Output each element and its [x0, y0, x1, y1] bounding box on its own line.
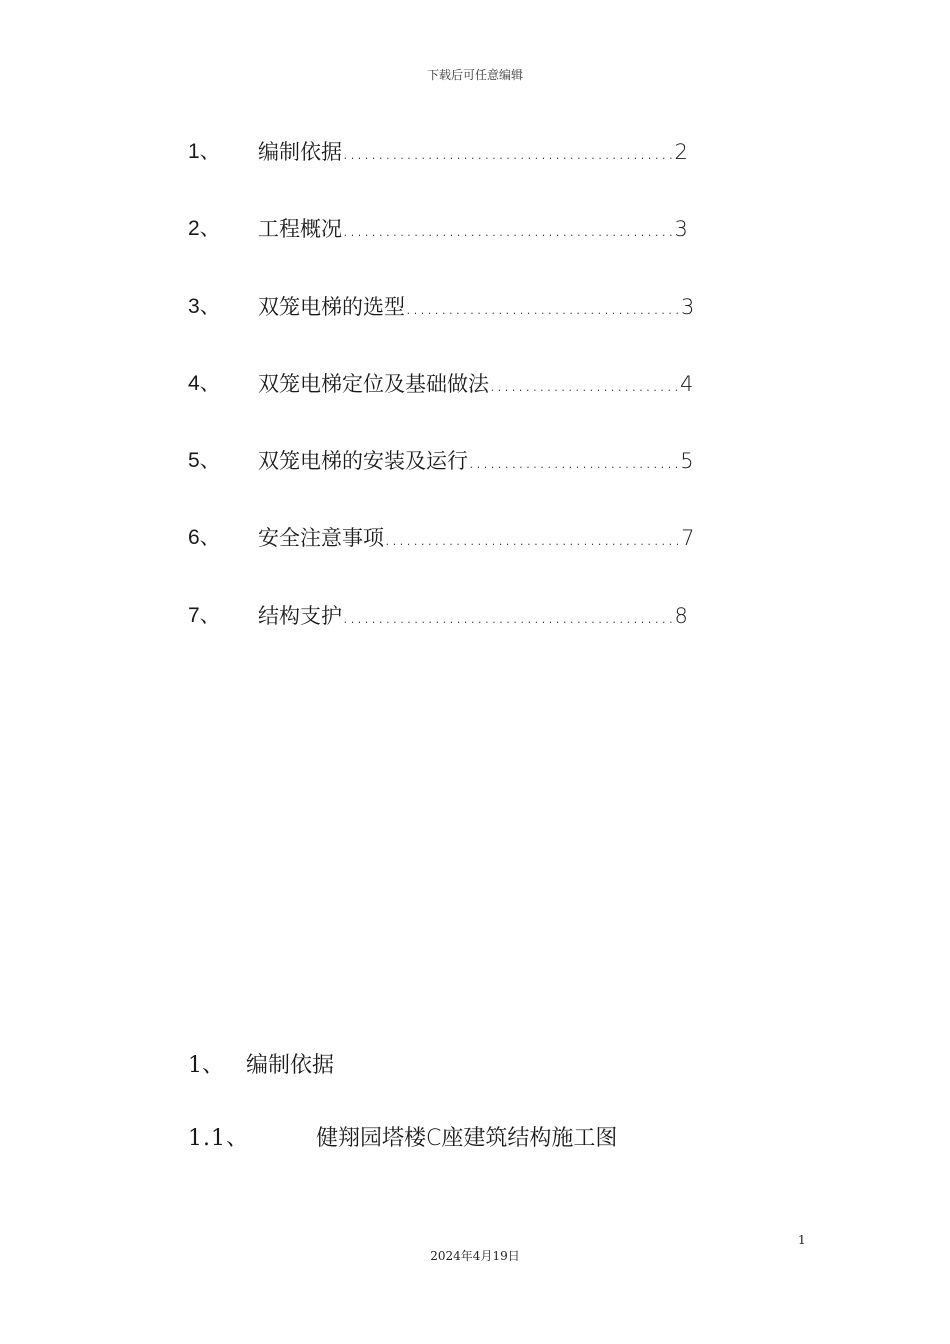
section-number: 1、 — [188, 1053, 224, 1078]
toc-number: 4、 — [188, 371, 221, 395]
toc-page-number: 7 — [681, 526, 695, 551]
subsection-title: 健翔园塔楼C座建筑结构施工图 — [316, 1126, 618, 1151]
section-heading — [188, 1048, 334, 1079]
toc-number: 5、 — [188, 449, 221, 473]
toc-title: 双笼电梯定位及基础做法 — [258, 371, 489, 396]
footer-date: 2024年4月19日 — [430, 1249, 520, 1263]
toc-number: 6、 — [188, 526, 221, 550]
toc-number: 3、 — [188, 294, 221, 318]
toc-page-number: 3 — [680, 294, 695, 319]
toc-leader-dots: ........................... — [489, 371, 681, 396]
toc-entry[interactable] — [188, 291, 748, 368]
page-header: 下载后可任意编辑 — [426, 68, 523, 82]
page-number: 1 — [798, 1233, 806, 1247]
toc-page-number: 8 — [674, 603, 688, 628]
toc-page-number: 3 — [674, 217, 688, 242]
toc-leader-dots: ............................................... — [342, 140, 675, 164]
section-title: 编制依据 — [246, 1053, 335, 1078]
toc-entry[interactable] — [188, 368, 748, 445]
toc-leader-dots: .............................. — [468, 449, 681, 474]
toc-leader-dots: ............................................... — [342, 217, 675, 242]
toc-leader-dots: .......................................... — [384, 526, 682, 551]
toc-title: 安全注意事项 — [258, 526, 384, 551]
toc-title: 双笼电梯的选型 — [258, 294, 405, 319]
toc-page-number: 4 — [680, 371, 694, 396]
toc-page-number: 5 — [680, 449, 694, 474]
toc-leader-dots: ....................................... — [405, 294, 681, 319]
toc-page-number: 2 — [674, 140, 688, 164]
toc-entry[interactable] — [188, 522, 748, 599]
toc-number: 2、 — [188, 217, 221, 241]
toc-title: 双笼电梯的安装及运行 — [258, 449, 468, 474]
toc-title: 结构支护 — [258, 603, 342, 628]
toc-entry[interactable] — [188, 445, 748, 522]
toc-entry[interactable] — [188, 213, 748, 290]
subsection-heading — [188, 1121, 617, 1152]
toc-entry[interactable] — [188, 136, 748, 213]
toc-title: 工程概况 — [258, 217, 342, 242]
subsection-number: 1.1、 — [188, 1126, 249, 1151]
toc-number: 1、 — [188, 140, 221, 163]
toc-entry[interactable] — [188, 600, 748, 677]
toc-leader-dots: ............................................... — [342, 603, 675, 628]
toc-title: 编制依据 — [258, 140, 342, 164]
toc-number: 7、 — [188, 603, 221, 627]
table-of-contents — [188, 136, 748, 677]
